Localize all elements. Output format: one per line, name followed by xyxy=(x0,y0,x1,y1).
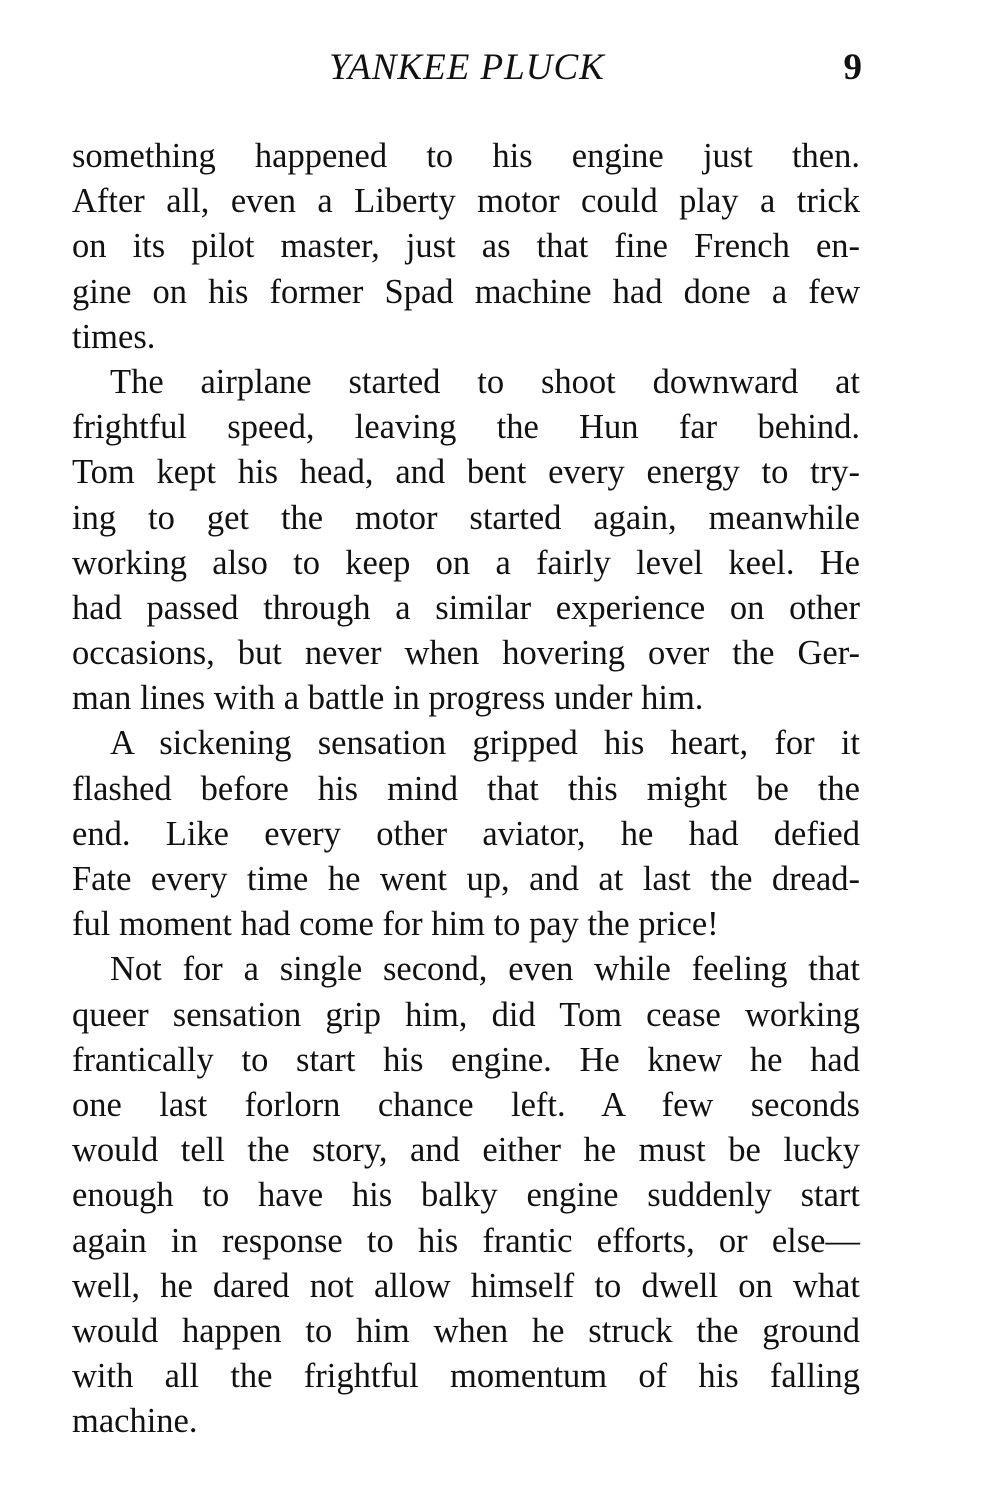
text-line: on its pilot master, just as that fine French en- xyxy=(72,227,860,266)
text-line: times. xyxy=(72,317,156,356)
text-line: had passed through a similar experience on other xyxy=(72,588,860,627)
text-line: ing to get the motor started again, meanwhile xyxy=(72,498,860,537)
text-line: Fate every time he went up, and at last the dread- xyxy=(72,860,860,898)
text-line: one last forlorn chance left. A few seconds xyxy=(72,1085,860,1124)
paragraph-3 xyxy=(72,721,860,947)
body-text xyxy=(72,134,860,1444)
text-line: with all the frightful momentum of his falling xyxy=(72,1357,860,1396)
text-line: After all, even a Liberty motor could play a trick xyxy=(72,182,860,221)
text-line: ful moment had come for him to pay the price! xyxy=(72,905,719,944)
text-line: gine on his former Spad machine had done a few xyxy=(72,272,860,311)
text-line: machine. xyxy=(72,1402,198,1441)
text-line: would happen to him when he struck the ground xyxy=(72,1311,860,1350)
text-line: frantically to start his engine. He knew he had xyxy=(72,1040,860,1079)
text-line: man lines with a battle in progress under him. xyxy=(72,679,704,718)
running-head xyxy=(72,40,862,96)
text-line: enough to have his balky engine suddenly start xyxy=(72,1176,860,1215)
text-line: The airplane started to shoot downward at xyxy=(110,362,860,401)
paragraph-1 xyxy=(72,134,860,360)
text-line: working also to keep on a fairly level keel. He xyxy=(72,543,860,582)
text-line: occasions, but never when hovering over the Ger- xyxy=(72,634,860,673)
text-line: Not for a single second, even while feeling that xyxy=(110,950,860,989)
text-line: queer sensation grip him, did Tom cease working xyxy=(72,995,860,1034)
paragraph-4 xyxy=(72,947,860,1444)
text-line: end. Like every other aviator, he had defied xyxy=(72,814,860,853)
text-line: flashed before his mind that this might be the xyxy=(72,769,860,808)
paragraph-2 xyxy=(72,360,860,722)
text-line: A sickening sensation gripped his heart, for it xyxy=(110,724,860,763)
running-title: YANKEE PLUCK xyxy=(329,47,605,88)
page-number: 9 xyxy=(843,47,862,88)
text-line: frightful speed, leaving the Hun far behind. xyxy=(72,408,860,447)
text-line: would tell the story, and either he must be lucky xyxy=(72,1131,860,1170)
text-line: again in response to his frantic efforts, or else— xyxy=(72,1221,860,1260)
text-line: Tom kept his head, and bent every energy to try- xyxy=(72,453,860,492)
text-line: something happened to his engine just then. xyxy=(72,137,860,175)
text-line: well, he dared not allow himself to dwell on what xyxy=(72,1266,860,1305)
